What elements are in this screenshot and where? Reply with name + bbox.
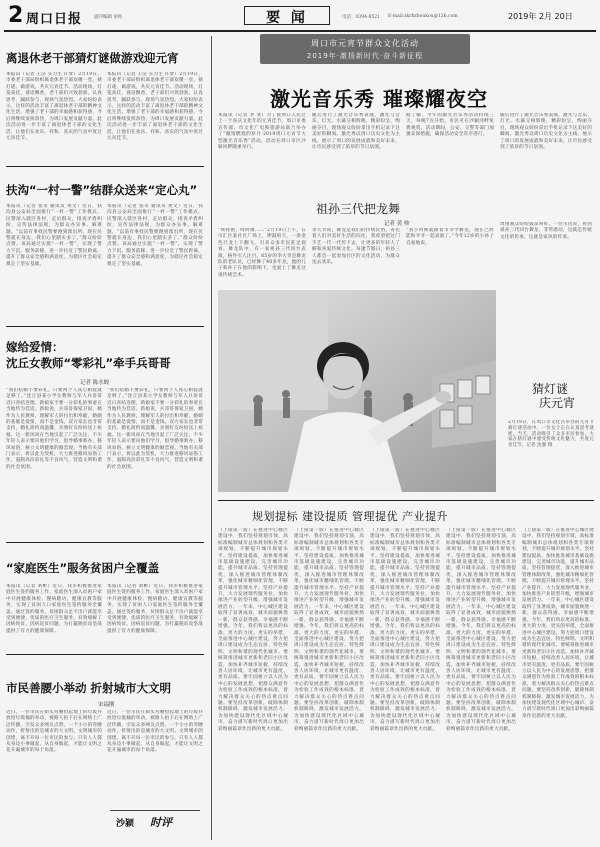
divider bbox=[6, 166, 204, 167]
photo-tag-line1: 猜灯谜 bbox=[531, 382, 568, 396]
article3-body-col2: “我们结婚不要彩礼，只要两个人真心相爱就足够了。”沈丘县某小学女教师与军人兵哥哥近日喜结连理，新娘家不要一分彩礼的事迹在当地传为佳话。新娘说，兵哥哥保家卫国，她作为人民教师，理解军人的付出和奉献，婚姻的基础是爱情，而不是金钱。双方家长也非常支持，婚礼简约而温馨，亲朋好友纷纷送上祝福。这一新风尚在当地引起了广泛关注，不少年轻人表示要向他们学习，倡导婚事新办、移风易俗，树立文明健康的婚恋观。当地有关部门表示，将以此为契机，大力推进移风易俗工作，遏制高价彩礼等不良风气，营造文明和谐的社会氛围。 bbox=[107, 388, 203, 470]
masthead-email: E-mail:zkrbzhoukou@126.com bbox=[388, 14, 458, 19]
main-headline: 激光音乐秀 璀璨耀夜空 bbox=[270, 87, 488, 111]
masthead-rule bbox=[4, 30, 596, 32]
article5-headline: 市民善腰小举动 折射城市大文明 bbox=[6, 681, 172, 695]
section-name-box bbox=[244, 6, 330, 25]
sub-headline: 祖孙三代把龙舞 bbox=[316, 202, 401, 216]
main-body-col3: 据了解，今年的激光音乐秀活动持续三天，每晚7点开始，市民可在沙颍河畔免费观赏。活动期间，公安、交警等部门加强安保措施，确保活动安全有序进行。 bbox=[406, 113, 494, 138]
article3-headline-line2: 沈丘女教师“零彩礼”牵手兵哥哥 bbox=[6, 356, 171, 370]
lantern-riddle-photo bbox=[218, 290, 496, 492]
article2-body-col1: 本报讯（记者 张永 通讯员 黄文）近日，扶沟县公安局全面推行“一村一警”工作模式，民警深入辖区各村，走访群众，排查矛盾纠纷，宣传法律法规，为群众办实事、解难题。“以前有事找民警要跑到派出所，现在民警就在身边，我们心里踏实多了。”群众纷纷点赞。该局通过实施“一村一警”，实现了警力下沉、服务前移，进一步拉近了警民距离，提升了群众安全感和满意度，为辖区社会稳定奠定了坚实基础。 bbox=[6, 204, 102, 267]
article4-body-col2: 本报讯（记者 刘彬）近日，我市积极推进家庭医生签约服务工作，家庭医生深入贫困户家中开展健康体检、慢病随访、健康宣教等服务，实现了贫困人口家庭医生签约服务全覆盖。通过签约服务，贫困群众足不出户就能享受到便捷、优质的医疗卫生服务，有效缓解了因病致贫、因病返贫问题，为打赢脱贫攻坚战提供了有力的健康保障。 bbox=[107, 584, 203, 634]
page-number: 2 bbox=[8, 3, 24, 28]
bottom-headline: 规划提标 建设提质 管理提优 产业提升 bbox=[252, 510, 448, 523]
article4-body-col1: 本报讯（记者 刘彬）近日，我市积极推进家庭医生签约服务工作，家庭医生深入贫困户家中开展健康体检、慢病随访、健康宣教等服务，实现了贫困人口家庭医生签约服务全覆盖。通过签约服务，贫困群众足不出户就能享受到便捷、优质的医疗卫生服务，有效缓解了因病致贫、因病返贫问题，为打赢脱贫攻坚战提供了有力的健康保障。 bbox=[6, 584, 102, 634]
bottom-body-col2: （上接第一版）在推进中心城区建设中，我们坚持规划引领，高标准编制城市总体规划和各类专项规划，不断提升城市规划水平。坚持建设提质，加快推进城市基础设施建设，完善城市功能，提升城市品质。坚持管理提优，深入推进城市管理体制改革，强化城市精细化管理，不断提升城市管理水平。坚持产业提升，大力发展现代服务业，加快推进产业转型升级，增强城市发展活力。一年来，中心城区建设取得了显著成效，城市面貌焕然一新，群众获得感、幸福感不断增强。今年，我们将以更高的标准、更大的力度、更实的举措，全面推进中心城区建设，努力把周口建设成为生态宜居、特色鲜明、文明和谐的现代化城市。要统筹推进城市更新和老旧小区改造，加快补齐城市短板，持续改善人居环境，让城市更有温度、更有品质。要牢固树立以人民为中心的发展思想，把群众满意作为检验工作成效的根本标准，着力解决群众关心的热点难点问题。要坚持改革创新，破除体制机制障碍，激发城市发展活力，为加快建设现代化区域中心城市、奋力谱写新时代周口更加出彩绚丽篇章作出新的更大贡献。 bbox=[294, 528, 364, 732]
masthead-small-info: 副刊编辑 审校 bbox=[94, 15, 123, 20]
article5-byline: 宋福刚 bbox=[98, 702, 115, 708]
photo-tag-line2: 庆元宵 bbox=[538, 396, 575, 410]
bottom-body-col1: （上接第一版）在推进中心城区建设中，我们坚持规划引领，高标准编制城市总体规划和各类专项规划，不断提升城市规划水平。坚持建设提质，加快推进城市基础设施建设，完善城市功能，提升城市品质。坚持管理提优，深入推进城市管理体制改革，强化城市精细化管理，不断提升城市管理水平。坚持产业提升，大力发展现代服务业，加快推进产业转型升级，增强城市发展活力。一年来，中心城区建设取得了显著成效，城市面貌焕然一新，群众获得感、幸福感不断增强。今年，我们将以更高的标准、更大的力度、更实的举措，全面推进中心城区建设，努力把周口建设成为生态宜居、特色鲜明、文明和谐的现代化城市。要统筹推进城市更新和老旧小区改造，加快补齐城市短板，持续改善人居环境，让城市更有温度、更有品质。要牢固树立以人民为中心的发展思想，把群众满意作为检验工作成效的根本标准，着力解决群众关心的热点难点问题。要坚持改革创新，破除体制机制障碍，激发城市发展活力，为加快建设现代化区域中心城市、奋力谱写新时代周口更加出彩绚丽篇章作出新的更大贡献。 bbox=[218, 528, 288, 732]
main-body-col2: 随后进行了激光音乐秀表演，激光与音乐、灯光、水幕交相辉映，精彩纷呈，绚丽夺目，现场观众纷纷拿出手机记录下这美好的瞬间。激光秀以周口历史文化为主线，展示了周口的发展成就和美好未来，让市民感受到了浓厚的节日氛围。 bbox=[312, 113, 400, 151]
article3-headline-line1: 嫁给爱情： bbox=[6, 340, 64, 354]
paper-name: 周口日报 bbox=[26, 12, 83, 27]
photo-caption: 2月19日，在周口市文化宫举办的元宵节猜灯谜活动中，一位女士正在认真思考谜底。当天，活动吸引了众多市民参加，大家在猜灯谜中感受传统文化魅力，共度元宵佳节。记者 沈强 摄 bbox=[508, 420, 594, 449]
article5-body-col2: 近日，一位市民在街头弯腰捡起地上的垃圾并放进垃圾桶的举动，被路人拍下后在网络上广泛传播，引发众多网友点赞。一个小小的弯腰动作，折射出的是城市的大文明。文明城市的创建，离不开每一位市民的参与。只有人人都从身边小事做起，从自身做起，才能让文明之花开遍城市的每个角落。 bbox=[107, 710, 203, 754]
masthead-contact: 电话：0394-8521 bbox=[342, 15, 380, 20]
bottom-body-col4: （上接第一版）在推进中心城区建设中，我们坚持规划引领，高标准编制城市总体规划和各类专项规划，不断提升城市规划水平。坚持建设提质，加快推进城市基础设施建设，完善城市功能，提升城市品质。坚持管理提优，深入推进城市管理体制改革，强化城市精细化管理，不断提升城市管理水平。坚持产业提升，大力发展现代服务业，加快推进产业转型升级，增强城市发展活力。一年来，中心城区建设取得了显著成效，城市面貌焕然一新，群众获得感、幸福感不断增强。今年，我们将以更高的标准、更大的力度、更实的举措，全面推进中心城区建设，努力把周口建设成为生态宜居、特色鲜明、文明和谐的现代化城市。要统筹推进城市更新和老旧小区改造，加快补齐城市短板，持续改善人居环境，让城市更有温度、更有品质。要牢固树立以人民为中心的发展思想，把群众满意作为检验工作成效的根本标准，着力解决群众关心的热点难点问题。要坚持改革创新，破除体制机制障碍，激发城市发展活力，为加快建设现代化区域中心城市、奋力谱写新时代周口更加出彩绚丽篇章作出新的更大贡献。 bbox=[446, 528, 516, 732]
article5-body-col1: 近日，一位市民在街头弯腰捡起地上的垃圾并放进垃圾桶的举动，被路人拍下后在网络上广泛传播，引发众多网友点赞。一个小小的弯腰动作，折射出的是城市的大文明。文明城市的创建，离不开每一位市民的参与。只有人人都从身边小事做起，从自身做起，才能让文明之花开遍城市的每个角落。 bbox=[6, 710, 102, 754]
banner-line1: 周口市元宵节群众文化活动 bbox=[311, 39, 419, 48]
article3-body-col1: “我们结婚不要彩礼，只要两个人真心相爱就足够了。”沈丘县某小学女教师与军人兵哥哥近日喜结连理，新娘家不要一分彩礼的事迹在当地传为佳话。新娘说，兵哥哥保家卫国，她作为人民教师，理解军人的付出和奉献，婚姻的基础是爱情，而不是金钱。双方家长也非常支持，婚礼简约而温馨，亲朋好友纷纷送上祝福。这一新风尚在当地引起了广泛关注，不少年轻人表示要向他们学习，倡导婚事新办、移风易俗，树立文明健康的婚恋观。当地有关部门表示，将以此为契机，大力推进移风易俗工作，遏制高价彩礼等不良风气，营造文明和谐的社会氛围。 bbox=[6, 388, 102, 470]
column-label bbox=[110, 810, 200, 833]
article1-headline: 离退休老干部猜灯谜做游戏迎元宵 bbox=[6, 51, 179, 65]
article2-body-col2: 本报讯（记者 张永 通讯员 黄文）近日，扶沟县公安局全面推行“一村一警”工作模式，民警深入辖区各村，走访群众，排查矛盾纠纷，宣传法律法规，为群众办实事、解难题。“以前有事找民警要跑到派出所，现在民警就在身边，我们心里踏实多了。”群众纷纷点赞。该局通过实施“一村一警”，实现了警力下沉、服务前移，进一步拉近了警民距离，提升了群众安全感和满意度，为辖区社会稳定奠定了坚实基础。 bbox=[107, 204, 203, 267]
festival-banner bbox=[260, 34, 470, 64]
main-body-col1: 本报讯（记者 李 斐）为了使周口人民过上一个喜庆文化年的元宵佳节，周口市委宣传部、市文化广电和旅游局联合举办了“激情燃烧的岁月·2019周口元宵节大型激光音乐秀”活动，活动在周口市区沙颍河畔隆重举行。 bbox=[218, 113, 306, 151]
article2-headline: 扶沟“一村一警”结群众送来“定心丸” bbox=[6, 183, 198, 197]
sub-body-col3: “我小时候就跟着爷爷学舞龙，现在已经能和爷爷一起表演了。”今年12岁的小孙子自豪地说。 bbox=[406, 228, 494, 246]
column-label-text: 沙颍 bbox=[116, 819, 135, 829]
column-divider bbox=[211, 36, 212, 840]
article4-headline: “家庭医生”服务贫困户全覆盖 bbox=[6, 561, 160, 575]
article3-byline: 记者 陈水蛟 bbox=[80, 380, 110, 386]
divider bbox=[6, 654, 204, 655]
sub-byline: 记者 黄 帅 bbox=[384, 221, 410, 227]
photo-tag bbox=[510, 382, 590, 410]
banner-line2: 2019年·激扬新时代·奋斗新征程 bbox=[306, 52, 424, 60]
article1-body-col2: 本报讯（记者 王洁 实习生 许梦）2月19日，市委老干部局组织离退休老干部欢聚一堂，猜灯谜、做游戏，共庆元宵佳节。活动现场，灯笼高挂，谜语飘香，老干部们兴致勃勃，认真思考，踊跃参与，现场气氛热烈。大家纷纷表示，这样的活动丰富了离退休老干部的精神文化生活，增强了老干部的幸福感和获得感，今后将继续发挥余热，为周口发展贡献力量。此次活动进一步丰富了离退休老干部的文化生活，让他们在欢乐、祥和、喜庆的气氛中度过元宵佳节。 bbox=[107, 72, 203, 142]
divider bbox=[6, 326, 204, 327]
bottom-body-col3: （上接第一版）在推进中心城区建设中，我们坚持规划引领，高标准编制城市总体规划和各类专项规划，不断提升城市规划水平。坚持建设提质，加快推进城市基础设施建设，完善城市功能，提升城市品质。坚持管理提优，深入推进城市管理体制改革，强化城市精细化管理，不断提升城市管理水平。坚持产业提升，大力发展现代服务业，加快推进产业转型升级，增强城市发展活力。一年来，中心城区建设取得了显著成效，城市面貌焕然一新，群众获得感、幸福感不断增强。今年，我们将以更高的标准、更大的力度、更实的举措，全面推进中心城区建设，努力把周口建设成为生态宜居、特色鲜明、文明和谐的现代化城市。要统筹推进城市更新和老旧小区改造，加快补齐城市短板，持续改善人居环境，让城市更有温度、更有品质。要牢固树立以人民为中心的发展思想，把群众满意作为检验工作成效的根本标准，着力解决群众关心的热点难点问题。要坚持改革创新，破除体制机制障碍，激发城市发展活力，为加快建设现代化区域中心城市、奋力谱写新时代周口更加出彩绚丽篇章作出新的更大贡献。 bbox=[370, 528, 440, 732]
masthead-date: 2019年 2月 20日 bbox=[508, 12, 573, 21]
sub-body-col4: 周围观众纷纷鼓掌叫好。一位市民说，看到祖孙三代同台舞龙，非常感动，这就是传统文化的传承，这就是家风的传承。 bbox=[500, 222, 592, 240]
main-body-col4: 随后进行了激光音乐秀表演，激光与音乐、灯光、水幕交相辉映，精彩纷呈，绚丽夺目，现场观众纷纷拿出手机记录下这美好的瞬间。激光秀以周口历史文化为主线，展示了周口的发展成就和美好未来，让市民感受到了浓厚的节日氛围。 bbox=[500, 113, 592, 151]
article1-body-col1: 本报讯（记者 王洁 实习生 许梦）2月19日，市委老干部局组织离退休老干部欢聚一堂，猜灯谜、做游戏，共庆元宵佳节。活动现场，灯笼高挂，谜语飘香，老干部们兴致勃勃，认真思考，踊跃参与，现场气氛热烈。大家纷纷表示，这样的活动丰富了离退休老干部的精神文化生活，增强了老干部的幸福感和获得感，今后将继续发挥余热，为周口发展贡献力量。此次活动进一步丰富了离退休老干部的文化生活，让他们在欢乐、祥和、喜庆的气氛中度过元宵佳节。 bbox=[6, 72, 102, 142]
sub-body-col2: 李大爷说，舞龙是我们的传统民俗，寄托着人们对美好生活的向往，我希望把这门手艺一代一代传下去，让更多的年轻人了解和喜爱传统文化。每逢节假日，祖孙三人都会一起参加社区的文化活动，为群众送去欢乐。 bbox=[312, 228, 400, 266]
column-label-text-2: 时评 bbox=[150, 816, 172, 829]
divider bbox=[6, 542, 204, 543]
bottom-body-col5: （上接第一版）在推进中心城区建设中，我们坚持规划引领，高标准编制城市总体规划和各类专项规划，不断提升城市规划水平。坚持建设提质，加快推进城市基础设施建设，完善城市功能，提升城市品质。坚持管理提优，深入推进城市管理体制改革，强化城市精细化管理，不断提升城市管理水平。坚持产业提升，大力发展现代服务业，加快推进产业转型升级，增强城市发展活力。一年来，中心城区建设取得了显著成效，城市面貌焕然一新，群众获得感、幸福感不断增强。今年，我们将以更高的标准、更大的力度、更实的举措，全面推进中心城区建设，努力把周口建设成为生态宜居、特色鲜明、文明和谐的现代化城市。要统筹推进城市更新和老旧小区改造，加快补齐城市短板，持续改善人居环境，让城市更有温度、更有品质。要牢固树立以人民为中心的发展思想，把群众满意作为检验工作成效的根本标准，着力解决群众关心的热点难点问题。要坚持改革创新，破除体制机制障碍，激发城市发展活力，为加快建设现代化区域中心城市、奋力谱写新时代周口更加出彩绚丽篇章作出新的更大贡献。 bbox=[522, 528, 594, 719]
sub-body-col1: “咚咚锵，咚咚锵……”2月19日上午，在川汇区某社区广场上，锣鼓喧天，一条金色巨龙上下翻飞，引来众多市民驻足观看。舞龙队中，有一家祖孙三代同台表演，格外引人注目。65岁的李大爷是舞龙队的老队员，已经舞了40多年龙，他的儿子和孙子在他的影响下，也爱上了舞龙这项传统艺术。 bbox=[218, 228, 306, 278]
divider bbox=[218, 500, 594, 501]
photo-illustration bbox=[218, 290, 496, 492]
section-name: 要 闻 bbox=[266, 10, 308, 26]
